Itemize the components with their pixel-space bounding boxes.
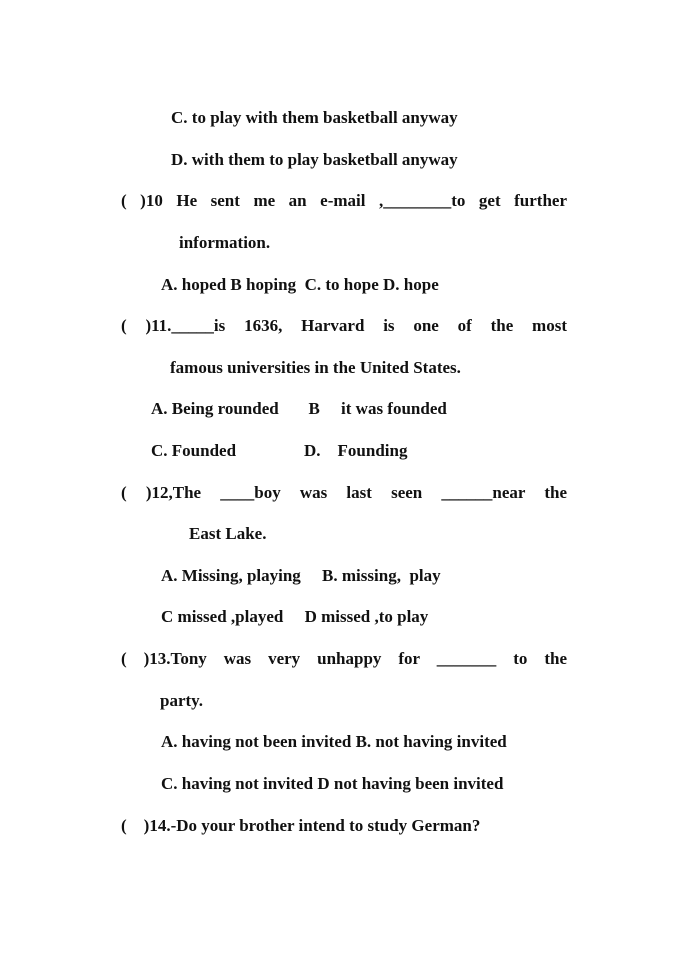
question-10-stem: ( )10 He sent me an e-mail ,________to get further — [121, 191, 567, 210]
question-11-stem: ( )11._____is 1636, Harvard is one of the most — [121, 316, 567, 335]
question-9-option-c: C. to play with them basketball anyway — [171, 108, 458, 127]
question-10-options: A. hoped B hoping C. to hope D. hope — [161, 275, 439, 294]
question-10-stem-continued: information. — [179, 233, 271, 252]
question-11-options-cd: C. Founded D. Founding — [151, 441, 408, 460]
question-13-stem: ( )13.Tony was very unhappy for _______ to the — [121, 649, 567, 668]
question-13-stem-continued: party. — [160, 691, 203, 710]
question-14-stem: ( )14.-Do your brother intend to study German? — [121, 816, 481, 835]
question-12-stem-continued: East Lake. — [189, 524, 267, 543]
question-9-option-d: D. with them to play basketball anyway — [171, 150, 458, 169]
question-13-options-ab: A. having not been invited B. not having invited — [161, 732, 507, 751]
question-11-options-ab: A. Being rounded B it was founded — [151, 399, 447, 418]
question-13-options-cd: C. having not invited D not having been invited — [161, 774, 504, 793]
question-12-options-ab: A. Missing, playing B. missing, play — [161, 566, 441, 585]
question-12-stem: ( )12,The ____boy was last seen ______near the — [121, 483, 567, 502]
question-12-options-cd: C missed ,played D missed ,to play — [161, 607, 429, 626]
question-11-stem-continued: famous universities in the United States. — [170, 358, 461, 377]
